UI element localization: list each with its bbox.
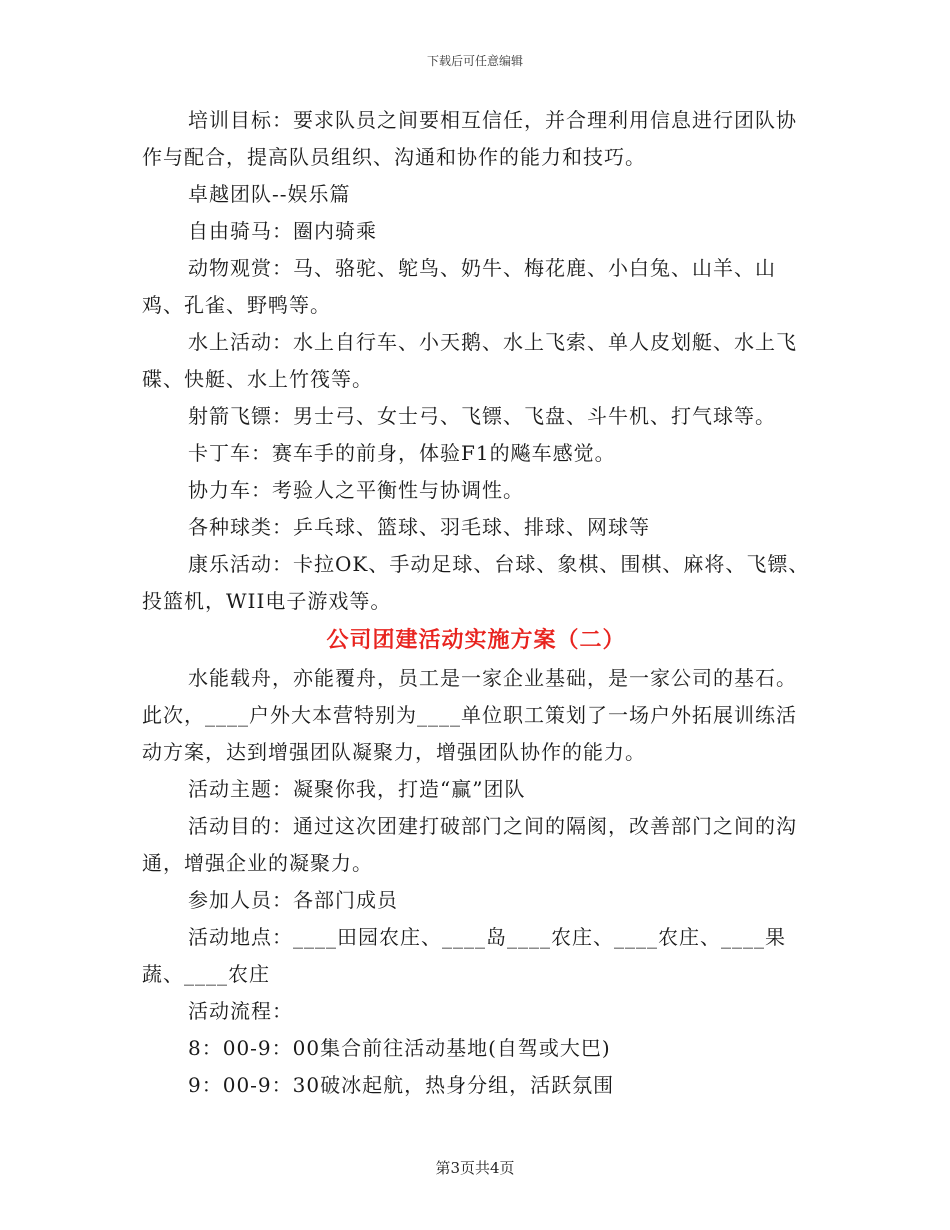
- paragraph-ball-games: 各种球类：乒乓球、篮球、羽毛球、排球、网球等: [188, 515, 650, 539]
- paragraph-recreation: 康乐活动：卡拉OK、手动足球、台球、象棋、围棋、麻将、飞镖、投篮机，WII电子游戏等。: [142, 552, 810, 613]
- paragraph-horse-riding: 自由骑马：圈内骑乘: [188, 219, 377, 243]
- section-title: 公司团建活动实施方案（二）: [326, 627, 626, 653]
- paragraph-activity-theme: 活动主题：凝聚你我，打造“赢”团队: [188, 777, 526, 801]
- paragraph-schedule-2: 9：00-9：30破冰起航，热身分组，活跃氛围: [188, 1073, 615, 1097]
- paragraph-entertainment-heading: 卓越团队--娱乐篇: [188, 182, 351, 206]
- paragraph-training-goal: 培训目标：要求队员之间要相互信任，并合理利用信息进行团队协作与配合，提高队员组织、沟通和协作的能力和技巧。: [142, 108, 797, 169]
- paragraph-archery-darts: 射箭飞镖：男士弓、女士弓、飞镖、飞盘、斗牛机、打气球等。: [188, 404, 776, 428]
- paragraph-participants: 参加人员：各部门成员: [188, 888, 398, 912]
- paragraph-activity-flow: 活动流程：: [188, 999, 293, 1023]
- paragraph-tandem-bike: 协力车：考验人之平衡性与协调性。: [188, 478, 524, 502]
- paragraph-water-activities: 水上活动：水上自行车、小天鹅、水上飞索、单人皮划艇、水上飞碟、快艇、水上竹筏等。: [142, 330, 797, 391]
- paragraph-schedule-1: 8：00-9：00集合前往活动基地(自驾或大巴): [188, 1036, 611, 1060]
- paragraph-activity-purpose: 活动目的：通过这次团建打破部门之间的隔阂，改善部门之间的沟通，增强企业的凝聚力。: [142, 814, 797, 875]
- paragraph-animal-viewing: 动物观赏：马、骆驼、鸵鸟、奶牛、梅花鹿、小白兔、山羊、山鸡、孔雀、野鸭等。: [142, 256, 776, 317]
- page-footer: 第3页共4页: [435, 1159, 515, 1177]
- document-body: [142, 102, 810, 1104]
- paragraph-activity-location: 活动地点：____田园农庄、____岛____农庄、____农庄、____果蔬、____农庄: [142, 925, 786, 986]
- page-header: 下载后可任意编辑: [426, 54, 523, 68]
- paragraph-intro: 水能载舟，亦能覆舟，员工是一家企业基础，是一家公司的基石。此次，____户外大本营特别为____单位职工策划了一场户外拓展训练活动方案，达到增强团队凝聚力，增强团队协作的能力。: [142, 666, 797, 764]
- paragraph-go-kart: 卡丁车：赛车手的前身，体验F1的飚车感觉。: [188, 441, 616, 465]
